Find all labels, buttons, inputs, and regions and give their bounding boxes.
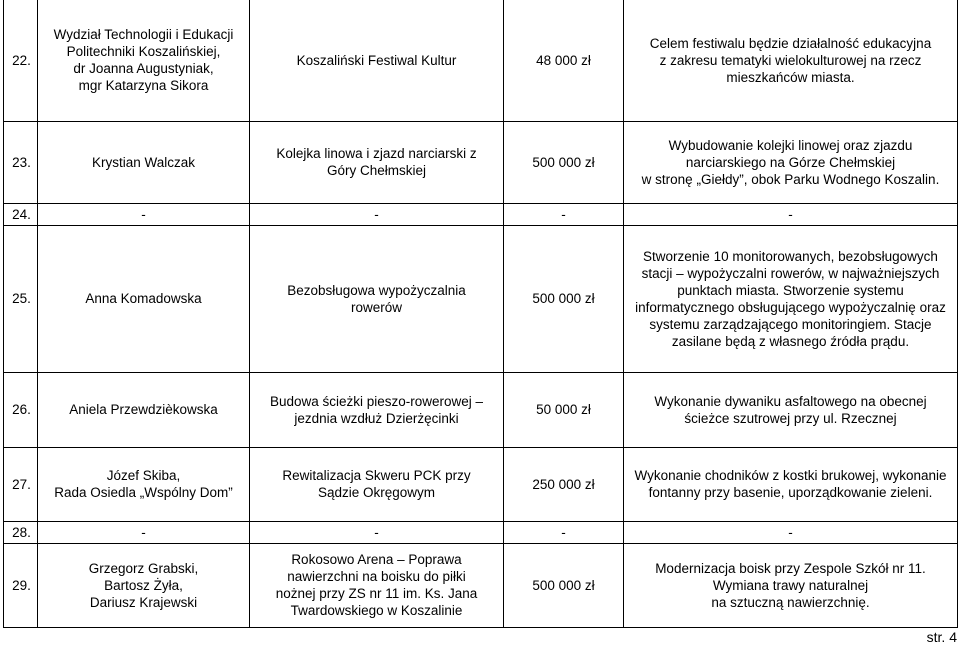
table-row	[4, 521, 958, 543]
amount-cell: 48 000 zł	[504, 0, 624, 121]
amount-cell: 500 000 zł	[504, 121, 624, 203]
page-number: str. 4	[926, 629, 957, 645]
amount-cell: 500 000 zł	[504, 543, 624, 627]
table-row	[4, 225, 958, 372]
project-title-cell: Budowa ścieżki pieszo-rowerowej – jezdnia wzdłuż Dzierżęcinki	[250, 372, 504, 447]
project-title-cell: -	[250, 203, 504, 225]
applicant-cell: Krystian Walczak	[38, 121, 250, 203]
description-cell: Wykonanie chodników z kostki brukowej, wykonanie fontanny przy basenie, uporządkowanie zieleni.	[624, 447, 958, 521]
table-row	[4, 121, 958, 203]
description-cell: -	[624, 521, 958, 543]
table-row	[4, 372, 958, 447]
row-number: 25.	[4, 225, 38, 372]
grants-table-body	[4, 0, 958, 627]
applicant-cell: -	[38, 203, 250, 225]
row-number: 29.	[4, 543, 38, 627]
description-cell: Wykonanie dywaniku asfaltowego na obecnej ścieżce szutrowej przy ul. Rzecznej	[624, 372, 958, 447]
amount-cell: 250 000 zł	[504, 447, 624, 521]
amount-cell: -	[504, 521, 624, 543]
table-row	[4, 543, 958, 627]
table-row	[4, 447, 958, 521]
amount-cell: 500 000 zł	[504, 225, 624, 372]
project-title-cell: Bezobsługowa wypożyczalnia rowerów	[250, 225, 504, 372]
table-row	[4, 203, 958, 225]
amount-cell: 50 000 zł	[504, 372, 624, 447]
description-cell: Wybudowanie kolejki linowej oraz zjazdu narciarskiego na Górze Chełmskiej w stronę „Giełdy”, obok Parku Wodnego Koszalin.	[624, 121, 958, 203]
table-row	[4, 0, 958, 121]
grants-table	[3, 0, 958, 628]
project-title-cell: -	[250, 521, 504, 543]
applicant-cell: -	[38, 521, 250, 543]
project-title-cell: Rewitalizacja Skweru PCK przy Sądzie Okręgowym	[250, 447, 504, 521]
description-cell: Modernizacja boisk przy Zespole Szkół nr 11. Wymiana trawy naturalnej na sztuczną nawierzchnię.	[624, 543, 958, 627]
applicant-cell: Józef Skiba, Rada Osiedla „Wspólny Dom”	[38, 447, 250, 521]
applicant-cell: Anna Komadowska	[38, 225, 250, 372]
row-number: 26.	[4, 372, 38, 447]
project-title-cell: Rokosowo Arena – Poprawa nawierzchni na boisku do piłki nożnej przy ZS nr 11 im. Ks. Jana Twardowskiego w Koszalinie	[250, 543, 504, 627]
description-cell: Celem festiwalu będzie działalność edukacyjna z zakresu tematyki wielokulturowej na rzecz mieszkańców miasta.	[624, 0, 958, 121]
row-number: 22.	[4, 0, 38, 121]
description-cell: Stworzenie 10 monitorowanych, bezobsługowych stacji – wypożyczalni rowerów, w najważniejszych punktach miasta. Stworzenie systemu informatycznego obsługującego wypożyczalnię oraz systemu zarządzającego monitoringiem. Stacje zasilane będą z własnego źródła prądu.	[624, 225, 958, 372]
project-title-cell: Kolejka linowa i zjazd narciarski z Góry Chełmskiej	[250, 121, 504, 203]
row-number: 28.	[4, 521, 38, 543]
amount-cell: -	[504, 203, 624, 225]
description-cell: -	[624, 203, 958, 225]
project-title-cell: Koszaliński Festiwal Kultur	[250, 0, 504, 121]
row-number: 27.	[4, 447, 38, 521]
row-number: 24.	[4, 203, 38, 225]
applicant-cell: Wydział Technologii i Edukacji Politechniki Koszalińskiej, dr Joanna Augustyniak, mgr Katarzyna Sikora	[38, 0, 250, 121]
row-number: 23.	[4, 121, 38, 203]
applicant-cell: Aniela Przewdzièkowska	[38, 372, 250, 447]
applicant-cell: Grzegorz Grabski, Bartosz Żyła, Dariusz Krajewski	[38, 543, 250, 627]
